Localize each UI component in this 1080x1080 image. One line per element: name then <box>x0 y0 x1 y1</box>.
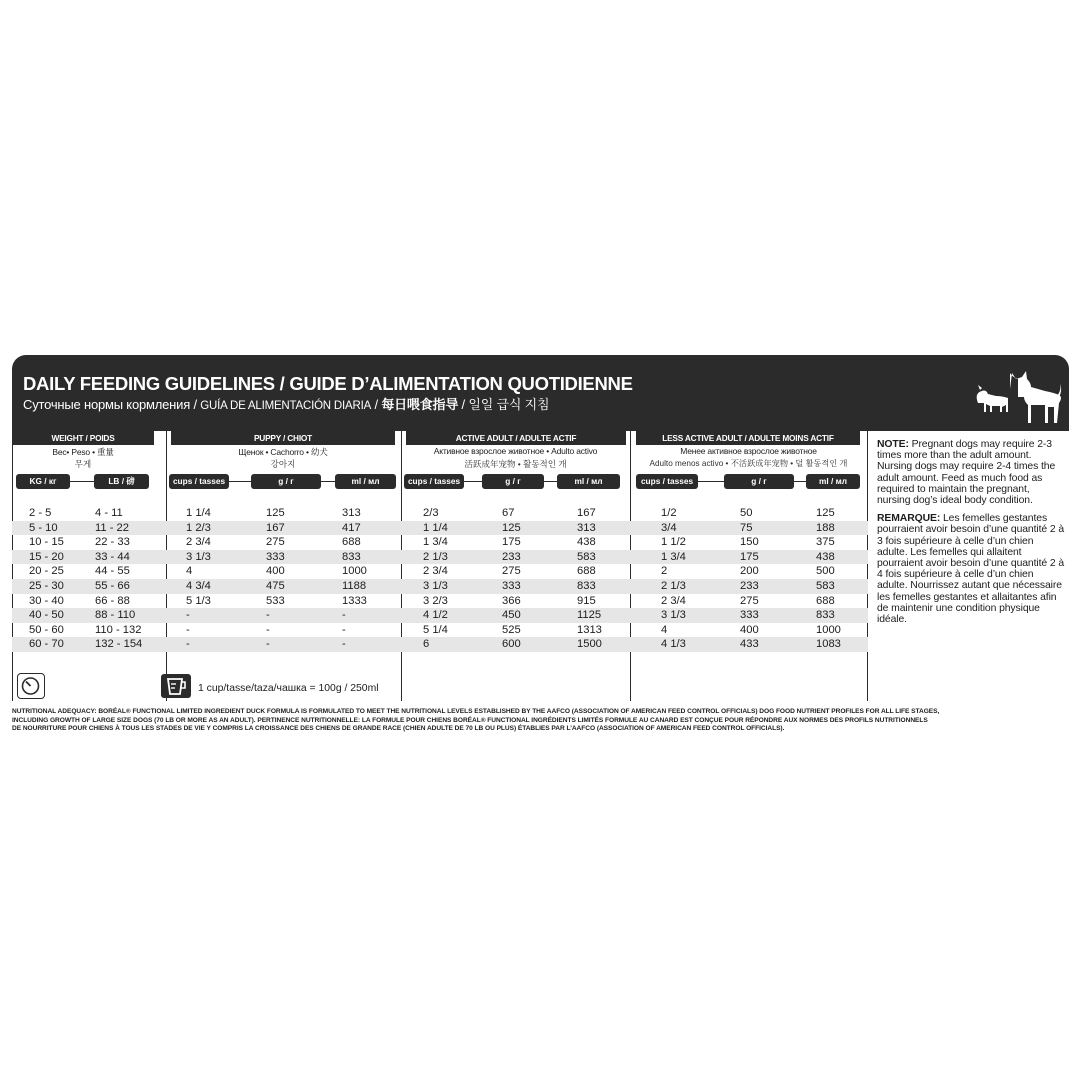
subtitle-ru: Суточные нормы кормления <box>23 397 191 412</box>
cell-a-cups: 6 <box>423 638 430 651</box>
cell-a-ml: 167 <box>577 507 596 519</box>
table-row <box>12 506 868 521</box>
cell-lb: 88 - 110 <box>95 609 136 622</box>
cell-p-ml: - <box>342 623 346 636</box>
cell-a-ml: 915 <box>577 594 596 607</box>
puppy-heading: PUPPY / CHIOT <box>171 431 395 445</box>
note-en-label: NOTE: <box>877 439 909 450</box>
cell-l-g: 400 <box>740 623 759 636</box>
subtitle-separator: / <box>190 397 201 412</box>
cell-a-g: 175 <box>502 536 521 549</box>
table-row <box>12 623 868 638</box>
cell-p-ml: 688 <box>342 536 361 549</box>
table-row <box>12 535 868 550</box>
cell-kg: 30 - 40 <box>29 594 64 607</box>
grams-label: g / г <box>724 474 794 489</box>
cell-kg: 5 - 10 <box>29 521 58 534</box>
cell-lb: 132 - 154 <box>95 638 143 651</box>
cell-l-cups: 3 1/3 <box>661 609 686 622</box>
cell-a-cups: 1 3/4 <box>423 536 448 549</box>
cups-label: cups / tasses <box>404 474 464 489</box>
label-connector <box>544 481 557 482</box>
cell-lb: 55 - 66 <box>95 580 130 592</box>
cell-l-ml: 188 <box>816 521 835 534</box>
cell-l-g: 333 <box>740 609 759 622</box>
cell-p-ml: 1188 <box>342 580 367 592</box>
cell-lb: 44 - 55 <box>95 565 130 578</box>
cell-p-ml: 1000 <box>342 565 367 578</box>
feeding-guidelines-panel <box>12 355 1069 701</box>
cell-kg: 10 - 15 <box>29 536 64 549</box>
note-fr <box>877 513 1065 625</box>
cell-p-ml: 313 <box>342 507 361 519</box>
cell-a-g: 366 <box>502 594 521 607</box>
cell-kg: 2 - 5 <box>29 507 52 519</box>
cell-l-g: 433 <box>740 638 759 651</box>
active-subtitle-cn: 活跃成年宠物 • 활동적인 개 <box>464 459 567 469</box>
cell-a-g: 233 <box>502 550 521 563</box>
subtitle-kr: 일일 급식 지침 <box>468 397 550 412</box>
cell-p-cups: 2 3/4 <box>186 536 211 549</box>
cell-lb: 33 - 44 <box>95 550 130 563</box>
page-title: DAILY FEEDING GUIDELINES / GUIDE D’ALIMENTATION QUOTIDIENNE <box>23 373 633 394</box>
weight-subtitle-kr: 무게 <box>74 459 92 469</box>
cell-p-g: - <box>266 609 270 622</box>
label-connector <box>464 481 482 482</box>
cell-p-g: 333 <box>266 550 285 563</box>
cell-l-cups: 4 1/3 <box>661 638 686 651</box>
cell-kg: 25 - 30 <box>29 580 64 592</box>
cell-a-g: 275 <box>502 565 521 578</box>
cell-l-g: 233 <box>740 580 759 592</box>
cup-conversion: 1 cup/tasse/taza/чашка = 100g / 250ml <box>198 683 379 694</box>
cell-a-g: 600 <box>502 638 521 651</box>
label-connector <box>229 481 251 482</box>
cell-a-cups: 1 1/4 <box>423 521 448 534</box>
cell-lb: 22 - 33 <box>95 536 130 549</box>
page-subtitle <box>23 394 549 413</box>
table-row <box>12 521 868 536</box>
table-row <box>12 637 868 652</box>
subtitle-separator: / <box>458 397 469 412</box>
note-fr-label: REMARQUE: <box>877 513 941 525</box>
label-connector <box>794 481 806 482</box>
cell-p-g: 167 <box>266 521 285 534</box>
cell-p-ml: 417 <box>342 521 361 534</box>
cell-l-ml: 688 <box>816 594 835 607</box>
cell-l-cups: 4 <box>661 623 668 636</box>
note-fr-text: Les femelles gestantes pourraient avoir besoin d’une quantité 2 à 3 fois supérieure à celle d’un chien adulte. Les femelles qui allaitent pourraient avoir besoin d’une quantité 2 à 4 fois supérieure à celle d’un chien adulte. Nourrissez autant que nécessaire les femelles gestantes et allaitantes afin de maintenir une condition physique idéale. <box>877 513 1065 626</box>
cell-a-cups: 4 1/2 <box>423 609 448 622</box>
subtitle-es: GUÍA DE ALIMENTACIÓN DIARIA <box>200 400 372 412</box>
cell-p-cups: 3 1/3 <box>186 550 211 563</box>
cell-l-ml: 1000 <box>816 623 841 636</box>
cell-p-cups: - <box>186 609 190 622</box>
table-row <box>12 608 868 623</box>
cell-l-ml: 583 <box>816 580 835 592</box>
cell-a-ml: 833 <box>577 580 596 592</box>
ml-label: ml / мл <box>335 474 396 489</box>
weight-heading: WEIGHT / POIDS <box>12 431 154 445</box>
cell-a-g: 525 <box>502 623 521 636</box>
cell-a-g: 67 <box>502 507 515 519</box>
cell-l-ml: 833 <box>816 609 835 622</box>
cell-l-ml: 125 <box>816 507 835 519</box>
cell-p-ml: - <box>342 609 346 622</box>
cell-p-g: 533 <box>266 594 285 607</box>
footer-line: NUTRITIONAL ADEQUACY: BORÉAL® FUNCTIONAL LIMITED INGREDIENT DUCK FORMULA IS FORMULATED TO MEET THE NUTRITIONAL LEVELS ESTABLISHED BY THE AAFCO (ASSOCIATION OF AMERICAN FEED CONTROL OFFICIALS) DOG FOOD NUTRIENT PROFILES FOR ALL LIFE STAGES, <box>12 708 940 715</box>
cell-a-ml: 1125 <box>577 609 602 622</box>
dogs-icon <box>972 363 1062 425</box>
grams-label: g / г <box>251 474 321 489</box>
cups-label: cups / tasses <box>636 474 698 489</box>
cell-p-g: 400 <box>266 565 285 578</box>
kg-label: KG / кг <box>16 474 70 489</box>
cell-p-cups: 1 1/4 <box>186 507 211 519</box>
lb-label: LB / 磅 <box>94 474 149 489</box>
label-connector <box>70 481 94 482</box>
cell-l-g: 150 <box>740 536 759 549</box>
cell-lb: 110 - 132 <box>95 623 142 636</box>
header-bar <box>12 355 1069 431</box>
label-connector <box>698 481 724 482</box>
cell-a-cups: 5 1/4 <box>423 623 448 636</box>
puppy-subtitle-kr: 강아지 <box>270 459 296 469</box>
cell-l-cups: 3/4 <box>661 521 677 534</box>
cell-a-ml: 1500 <box>577 638 602 651</box>
cell-p-g: - <box>266 623 270 636</box>
cell-kg: 20 - 25 <box>29 565 64 578</box>
cell-l-cups: 1 1/2 <box>661 536 686 549</box>
scale-icon <box>17 673 45 699</box>
cell-p-g: - <box>266 638 270 651</box>
cell-lb: 11 - 22 <box>95 521 129 534</box>
table-row <box>12 564 868 579</box>
less-active-subtitle-2: Adulto menos activo • 不活跃成年宠物 • 덜 활동적인 개 <box>649 459 848 468</box>
cell-p-ml: 1333 <box>342 594 367 607</box>
cell-kg: 50 - 60 <box>29 623 64 636</box>
cell-l-ml: 1083 <box>816 638 841 651</box>
cell-a-ml: 688 <box>577 565 596 578</box>
cell-p-cups: 5 1/3 <box>186 594 211 607</box>
ml-label: ml / мл <box>806 474 860 489</box>
cell-a-g: 125 <box>502 521 521 534</box>
cell-kg: 60 - 70 <box>29 638 64 651</box>
cell-p-cups: - <box>186 623 190 636</box>
cell-a-ml: 1313 <box>577 623 602 636</box>
cell-a-ml: 438 <box>577 536 596 549</box>
cell-lb: 4 - 11 <box>95 507 123 519</box>
cell-l-cups: 2 <box>661 565 668 578</box>
cell-p-g: 275 <box>266 536 285 549</box>
nutritional-adequacy <box>12 708 1072 734</box>
cell-kg: 15 - 20 <box>29 550 64 563</box>
cell-lb: 66 - 88 <box>95 594 130 607</box>
cell-l-g: 175 <box>740 550 759 563</box>
cups-label: cups / tasses <box>169 474 229 489</box>
puppy-subtitle: Щенок • Cachorro • 幼犬 <box>238 447 328 457</box>
cell-p-cups: 1 2/3 <box>186 521 211 534</box>
table-row <box>12 550 868 565</box>
cell-p-cups: 4 <box>186 565 193 578</box>
cell-p-cups: - <box>186 638 190 651</box>
cell-l-ml: 438 <box>816 550 835 563</box>
cell-p-g: 475 <box>266 580 285 592</box>
note-en <box>877 439 1065 506</box>
cell-a-cups: 3 1/3 <box>423 580 448 592</box>
footer-line: INCLUDING GROWTH OF LARGE SIZE DOGS (70 LB OR MORE AS AN ADULT). PERTINENCE NUTRITIONNELLE: LA FORMULE POUR CHIENS BORÉAL® FUNCTIONAL INGRÉDIENTS LIMITÉS FORMULE AU CANARD EST CONÇUE POUR RÉPONDRE AUX NORMES DES PROFILS NUTRITIONNELS <box>12 716 928 724</box>
cell-a-cups: 2 1/3 <box>423 550 448 563</box>
footer-line: DE NOURRITURE POUR CHIENS À TOUS LES STADES DE VIE Y COMPRIS LA CROISSANCE DES CHIENS DE GRANDE RACE (CHIEN ADULTE DE 70 LB OU PLUS) ÉTABLIES PAR L’AAFCO (ASSOCIATION OF AMERICAN FEED CONTROL OFFICIALS). <box>12 725 785 733</box>
active-subtitle: Активное взрослое животное • Adulto activo <box>433 446 598 456</box>
note-en-text: Pregnant dogs may require 2-3 times more than the adult amount. Nursing dogs may require 2-4 times the adult amount. Feed as much food as required to maintain the pregnant, nursing dog’s ideal body condition. <box>877 439 1056 507</box>
less-active-subtitle: Менее активное взрослое животное <box>680 446 817 456</box>
cell-p-cups: 4 3/4 <box>186 580 211 592</box>
notes <box>877 439 1065 632</box>
cell-p-ml: 833 <box>342 550 361 563</box>
cell-a-cups: 2 3/4 <box>423 565 448 578</box>
less-active-heading: LESS ACTIVE ADULT / ADULTE MOINS ACTIF <box>636 431 860 445</box>
cell-l-ml: 500 <box>816 565 835 578</box>
cell-l-g: 200 <box>740 565 759 578</box>
cell-l-g: 275 <box>740 594 759 607</box>
weight-subtitle: Вес• Peso • 重量 <box>52 447 114 457</box>
cell-l-ml: 375 <box>816 536 835 549</box>
cell-a-ml: 583 <box>577 550 596 563</box>
cell-l-cups: 1/2 <box>661 507 677 519</box>
cell-a-ml: 313 <box>577 521 596 534</box>
cell-l-cups: 2 3/4 <box>661 594 686 607</box>
grams-label: g / г <box>482 474 544 489</box>
cell-a-g: 333 <box>502 580 521 592</box>
cell-a-cups: 2/3 <box>423 507 439 519</box>
cell-a-cups: 3 2/3 <box>423 594 448 607</box>
cell-l-cups: 1 3/4 <box>661 550 686 563</box>
subtitle-separator: / <box>371 397 382 412</box>
cell-l-cups: 2 1/3 <box>661 580 686 592</box>
cell-p-ml: - <box>342 638 346 651</box>
ml-label: ml / мл <box>557 474 620 489</box>
table-row <box>12 579 868 594</box>
cell-kg: 40 - 50 <box>29 609 64 622</box>
label-connector <box>321 481 335 482</box>
active-heading: ACTIVE ADULT / ADULTE ACTIF <box>406 431 626 445</box>
cell-a-g: 450 <box>502 609 521 622</box>
cell-p-g: 125 <box>266 507 285 519</box>
cell-l-g: 50 <box>740 507 753 519</box>
subtitle-cn: 每日喂食指导 <box>381 397 459 412</box>
table-row <box>12 594 868 609</box>
cell-l-g: 75 <box>740 521 753 534</box>
measuring-cup-icon <box>161 674 191 698</box>
